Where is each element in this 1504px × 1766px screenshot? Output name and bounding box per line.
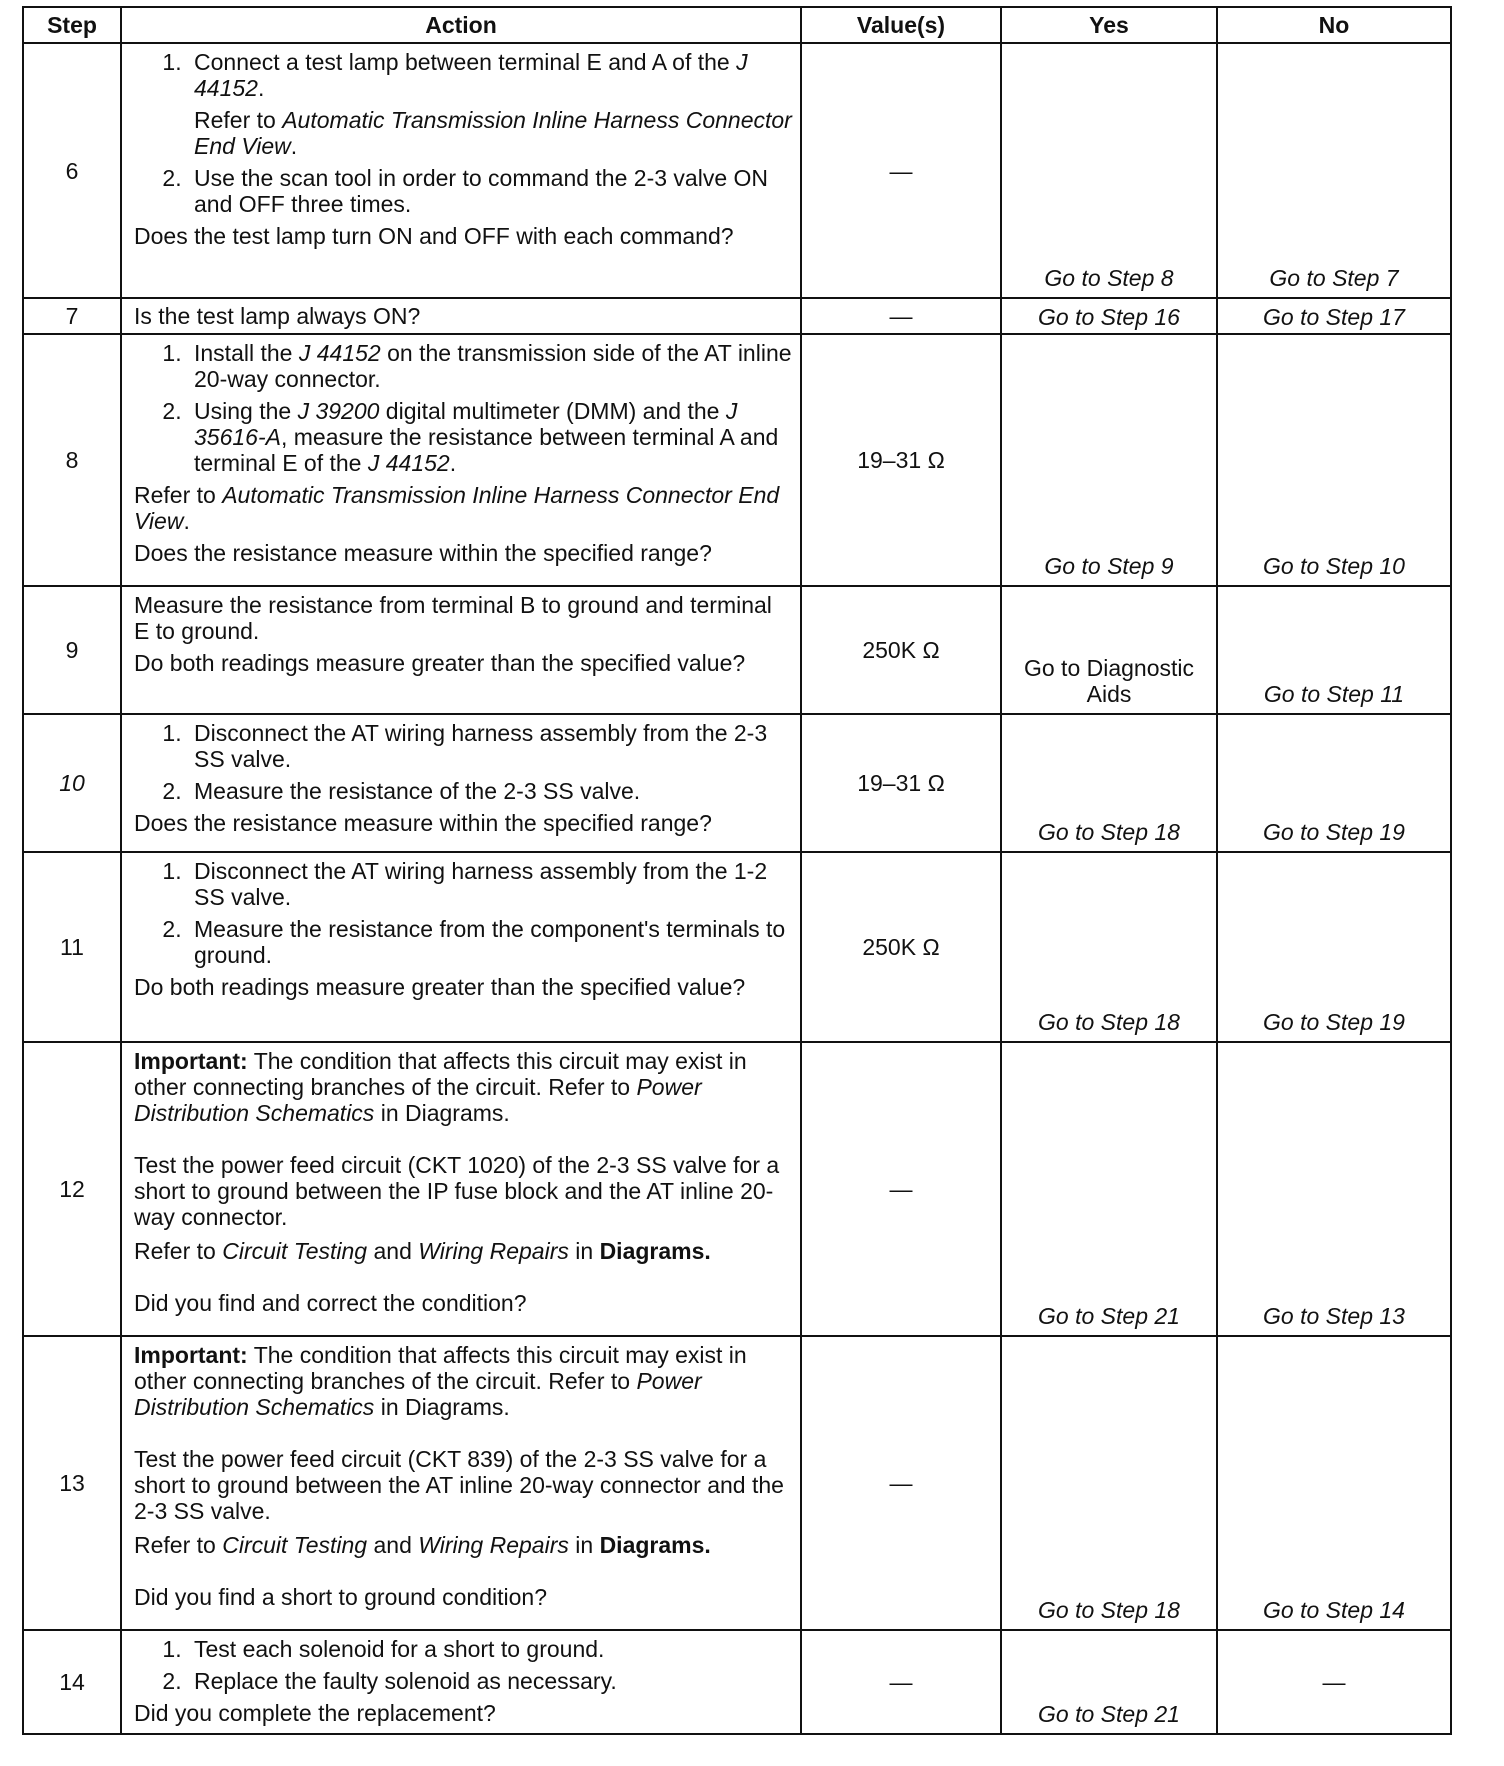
header-row (23, 7, 1451, 43)
list-item: 2. Use the scan tool in order to command the 2-3 valve ON and OFF three times. (188, 165, 792, 217)
refer-text: and (367, 1532, 419, 1558)
table-row-step-11 (23, 852, 1451, 1042)
no-link[interactable]: Go to Step 7 (1217, 43, 1451, 298)
question-text: Do both readings measure greater than the specified value? (134, 650, 746, 676)
action-text: Using the (194, 398, 298, 424)
yes-link[interactable]: Go to Step 9 (1001, 334, 1217, 586)
yes-link[interactable]: Go to Step 8 (1001, 43, 1217, 298)
yes-link[interactable]: Go to Step 21 (1001, 1630, 1217, 1734)
refer-text: Diagrams. (599, 1238, 711, 1264)
action-cell (121, 334, 801, 586)
important-text: The condition that affects this circuit may exist in other connecting branches of the circuit. Refer to (134, 1342, 747, 1394)
action-cell (121, 1336, 801, 1630)
refer-link[interactable]: Power Distribution Schematics (134, 1368, 702, 1420)
value-cell: 19–31 Ω (801, 714, 1001, 852)
yes-link[interactable]: Go to Step 18 (1001, 714, 1217, 852)
refer-text: in (568, 1532, 600, 1558)
table-row-step-9 (23, 586, 1451, 714)
question-text: Does the resistance measure within the specified range? (134, 540, 712, 566)
table-row-step-14 (23, 1630, 1451, 1734)
refer-note (134, 1532, 792, 1558)
step-number: 10 (23, 714, 121, 852)
step-number: 14 (23, 1630, 121, 1734)
step-number: 8 (23, 334, 121, 586)
action-list (134, 49, 792, 217)
refer-text: . (290, 133, 298, 159)
step-number: 12 (23, 1042, 121, 1336)
important-label: Important: (134, 1342, 248, 1368)
important-text: in Diagrams. (374, 1394, 510, 1420)
refer-text: Refer to (134, 1532, 223, 1558)
table-row-step-13 (23, 1336, 1451, 1630)
refer-link[interactable]: Circuit Testing (222, 1238, 368, 1264)
refer-link[interactable]: Automatic Transmission Inline Harness Connector End View (134, 482, 780, 534)
diagnostic-table (22, 6, 1452, 1735)
action-text: digital multimeter (DMM) and the (379, 398, 726, 424)
question-text: Did you complete the replacement? (134, 1700, 496, 1726)
no-link[interactable]: Go to Step 19 (1217, 714, 1451, 852)
yes-link[interactable]: Go to Step 18 (1001, 852, 1217, 1042)
step-number: 11 (23, 852, 121, 1042)
refer-text: Refer to (194, 107, 283, 133)
refer-text: Refer to (134, 1238, 223, 1264)
action-text: Test the power feed circuit (CKT 1020) of the 2-3 SS valve for a short to ground between the IP fuse block and the AT inline 20-way connector. (134, 1152, 780, 1230)
question-text: Is the test lamp always ON? (121, 298, 801, 334)
tool-reference: J 44152 (298, 340, 381, 366)
question-text: Did you find a short to ground condition? (134, 1584, 547, 1610)
refer-link[interactable]: Power Distribution Schematics (134, 1074, 702, 1126)
no-link[interactable]: Go to Step 10 (1217, 334, 1451, 586)
important-label: Important: (134, 1048, 248, 1074)
list-item (188, 398, 792, 476)
header-no: No (1217, 7, 1451, 43)
no-link: — (1217, 1630, 1451, 1734)
refer-link[interactable]: Wiring Repairs (418, 1532, 569, 1558)
header-values: Value(s) (801, 7, 1001, 43)
refer-link[interactable]: Wiring Repairs (418, 1238, 569, 1264)
refer-note (134, 1238, 792, 1264)
no-link[interactable]: Go to Step 13 (1217, 1042, 1451, 1336)
no-link[interactable]: Go to Step 19 (1217, 852, 1451, 1042)
important-note (134, 1342, 792, 1420)
list-item: 2. Measure the resistance of the 2-3 SS valve. (188, 778, 792, 804)
no-link[interactable]: Go to Step 11 (1217, 586, 1451, 714)
action-text: . (449, 450, 457, 476)
action-cell (121, 1630, 801, 1734)
table-row-step-12 (23, 1042, 1451, 1336)
header-action: Action (121, 7, 801, 43)
header-step: Step (23, 7, 121, 43)
value-cell: 250K Ω (801, 586, 1001, 714)
tool-reference: J 44152 (194, 49, 748, 101)
diagnostic-table-page (22, 6, 1450, 1735)
value-cell: — (801, 1042, 1001, 1336)
value-cell: — (801, 298, 1001, 334)
action-text: Connect a test lamp between terminal E and A of the (194, 49, 737, 75)
refer-note (134, 482, 792, 534)
list-item: 1. Disconnect the AT wiring harness assembly from the 1-2 SS valve. (188, 858, 792, 910)
action-text: Install the (194, 340, 299, 366)
refer-text: Diagrams. (599, 1532, 711, 1558)
refer-link[interactable]: Automatic Transmission Inline Harness Connector End View (194, 107, 792, 159)
list-item: 1. Test each solenoid for a short to ground. (188, 1636, 792, 1662)
yes-link[interactable]: Go to Step 18 (1001, 1336, 1217, 1630)
refer-text: . (183, 508, 190, 534)
action-cell (121, 43, 801, 298)
value-cell: — (801, 43, 1001, 298)
action-cell (121, 586, 801, 714)
action-cell (121, 714, 801, 852)
table-row-step-8 (23, 334, 1451, 586)
question-text: Do both readings measure greater than the specified value? (134, 974, 746, 1000)
table-row-step-10 (23, 714, 1451, 852)
action-cell (121, 852, 801, 1042)
step-number: 9 (23, 586, 121, 714)
refer-link[interactable]: Circuit Testing (222, 1532, 368, 1558)
refer-text: Refer to (134, 482, 223, 508)
important-text: The condition that affects this circuit may exist in other connecting branches of the circuit. Refer to (134, 1048, 747, 1100)
refer-note (194, 107, 792, 159)
value-cell: — (801, 1336, 1001, 1630)
value-cell: 250K Ω (801, 852, 1001, 1042)
no-link[interactable]: Go to Step 17 (1217, 298, 1451, 334)
step-number: 13 (23, 1336, 121, 1630)
value-cell: 19–31 Ω (801, 334, 1001, 586)
table-row-step-6 (23, 43, 1451, 298)
list-item: 2. Replace the faulty solenoid as necessary. (188, 1668, 792, 1694)
question-text: Did you find and correct the condition? (134, 1290, 527, 1316)
table-row-step-7 (23, 298, 1451, 334)
refer-text: in (568, 1238, 600, 1264)
step-number: 7 (23, 298, 121, 334)
yes-link[interactable]: Go to Step 16 (1001, 298, 1217, 334)
tool-reference: J 44152 (367, 450, 450, 476)
action-cell (121, 1042, 801, 1336)
action-text: Test the power feed circuit (CKT 839) of the 2-3 SS valve for a short to ground between the AT inline 20-way connector and the 2-3 SS valve. (134, 1446, 784, 1524)
action-list (134, 340, 792, 476)
important-note (134, 1048, 792, 1126)
question-text: Does the resistance measure within the specified range? (134, 810, 712, 836)
action-text: on the transmission side of the AT inline 20-way connector. (194, 340, 792, 392)
action-text: , measure the resistance between terminal A and terminal E of the (194, 424, 779, 476)
important-text: in Diagrams. (374, 1100, 510, 1126)
action-list (134, 720, 792, 804)
action-text: . (257, 75, 265, 101)
list-item (188, 49, 792, 159)
action-list (134, 1636, 792, 1694)
action-text: Measure the resistance from terminal B to ground and terminal E to ground. (134, 592, 772, 644)
no-link[interactable]: Go to Step 14 (1217, 1336, 1451, 1630)
header-yes: Yes (1001, 7, 1217, 43)
tool-reference: J 39200 (297, 398, 380, 424)
yes-link[interactable]: Go to Diagnostic Aids (1001, 586, 1217, 714)
step-number: 6 (23, 43, 121, 298)
refer-text: and (367, 1238, 419, 1264)
question-text: Does the test lamp turn ON and OFF with each command? (134, 223, 734, 249)
tool-reference: J 35616-A (194, 398, 738, 450)
list-item: 2. Measure the resistance from the component's terminals to ground. (188, 916, 792, 968)
value-cell: — (801, 1630, 1001, 1734)
list-item: 1. Disconnect the AT wiring harness assembly from the 2-3 SS valve. (188, 720, 792, 772)
list-item (188, 340, 792, 392)
action-list (134, 858, 792, 968)
yes-link[interactable]: Go to Step 21 (1001, 1042, 1217, 1336)
